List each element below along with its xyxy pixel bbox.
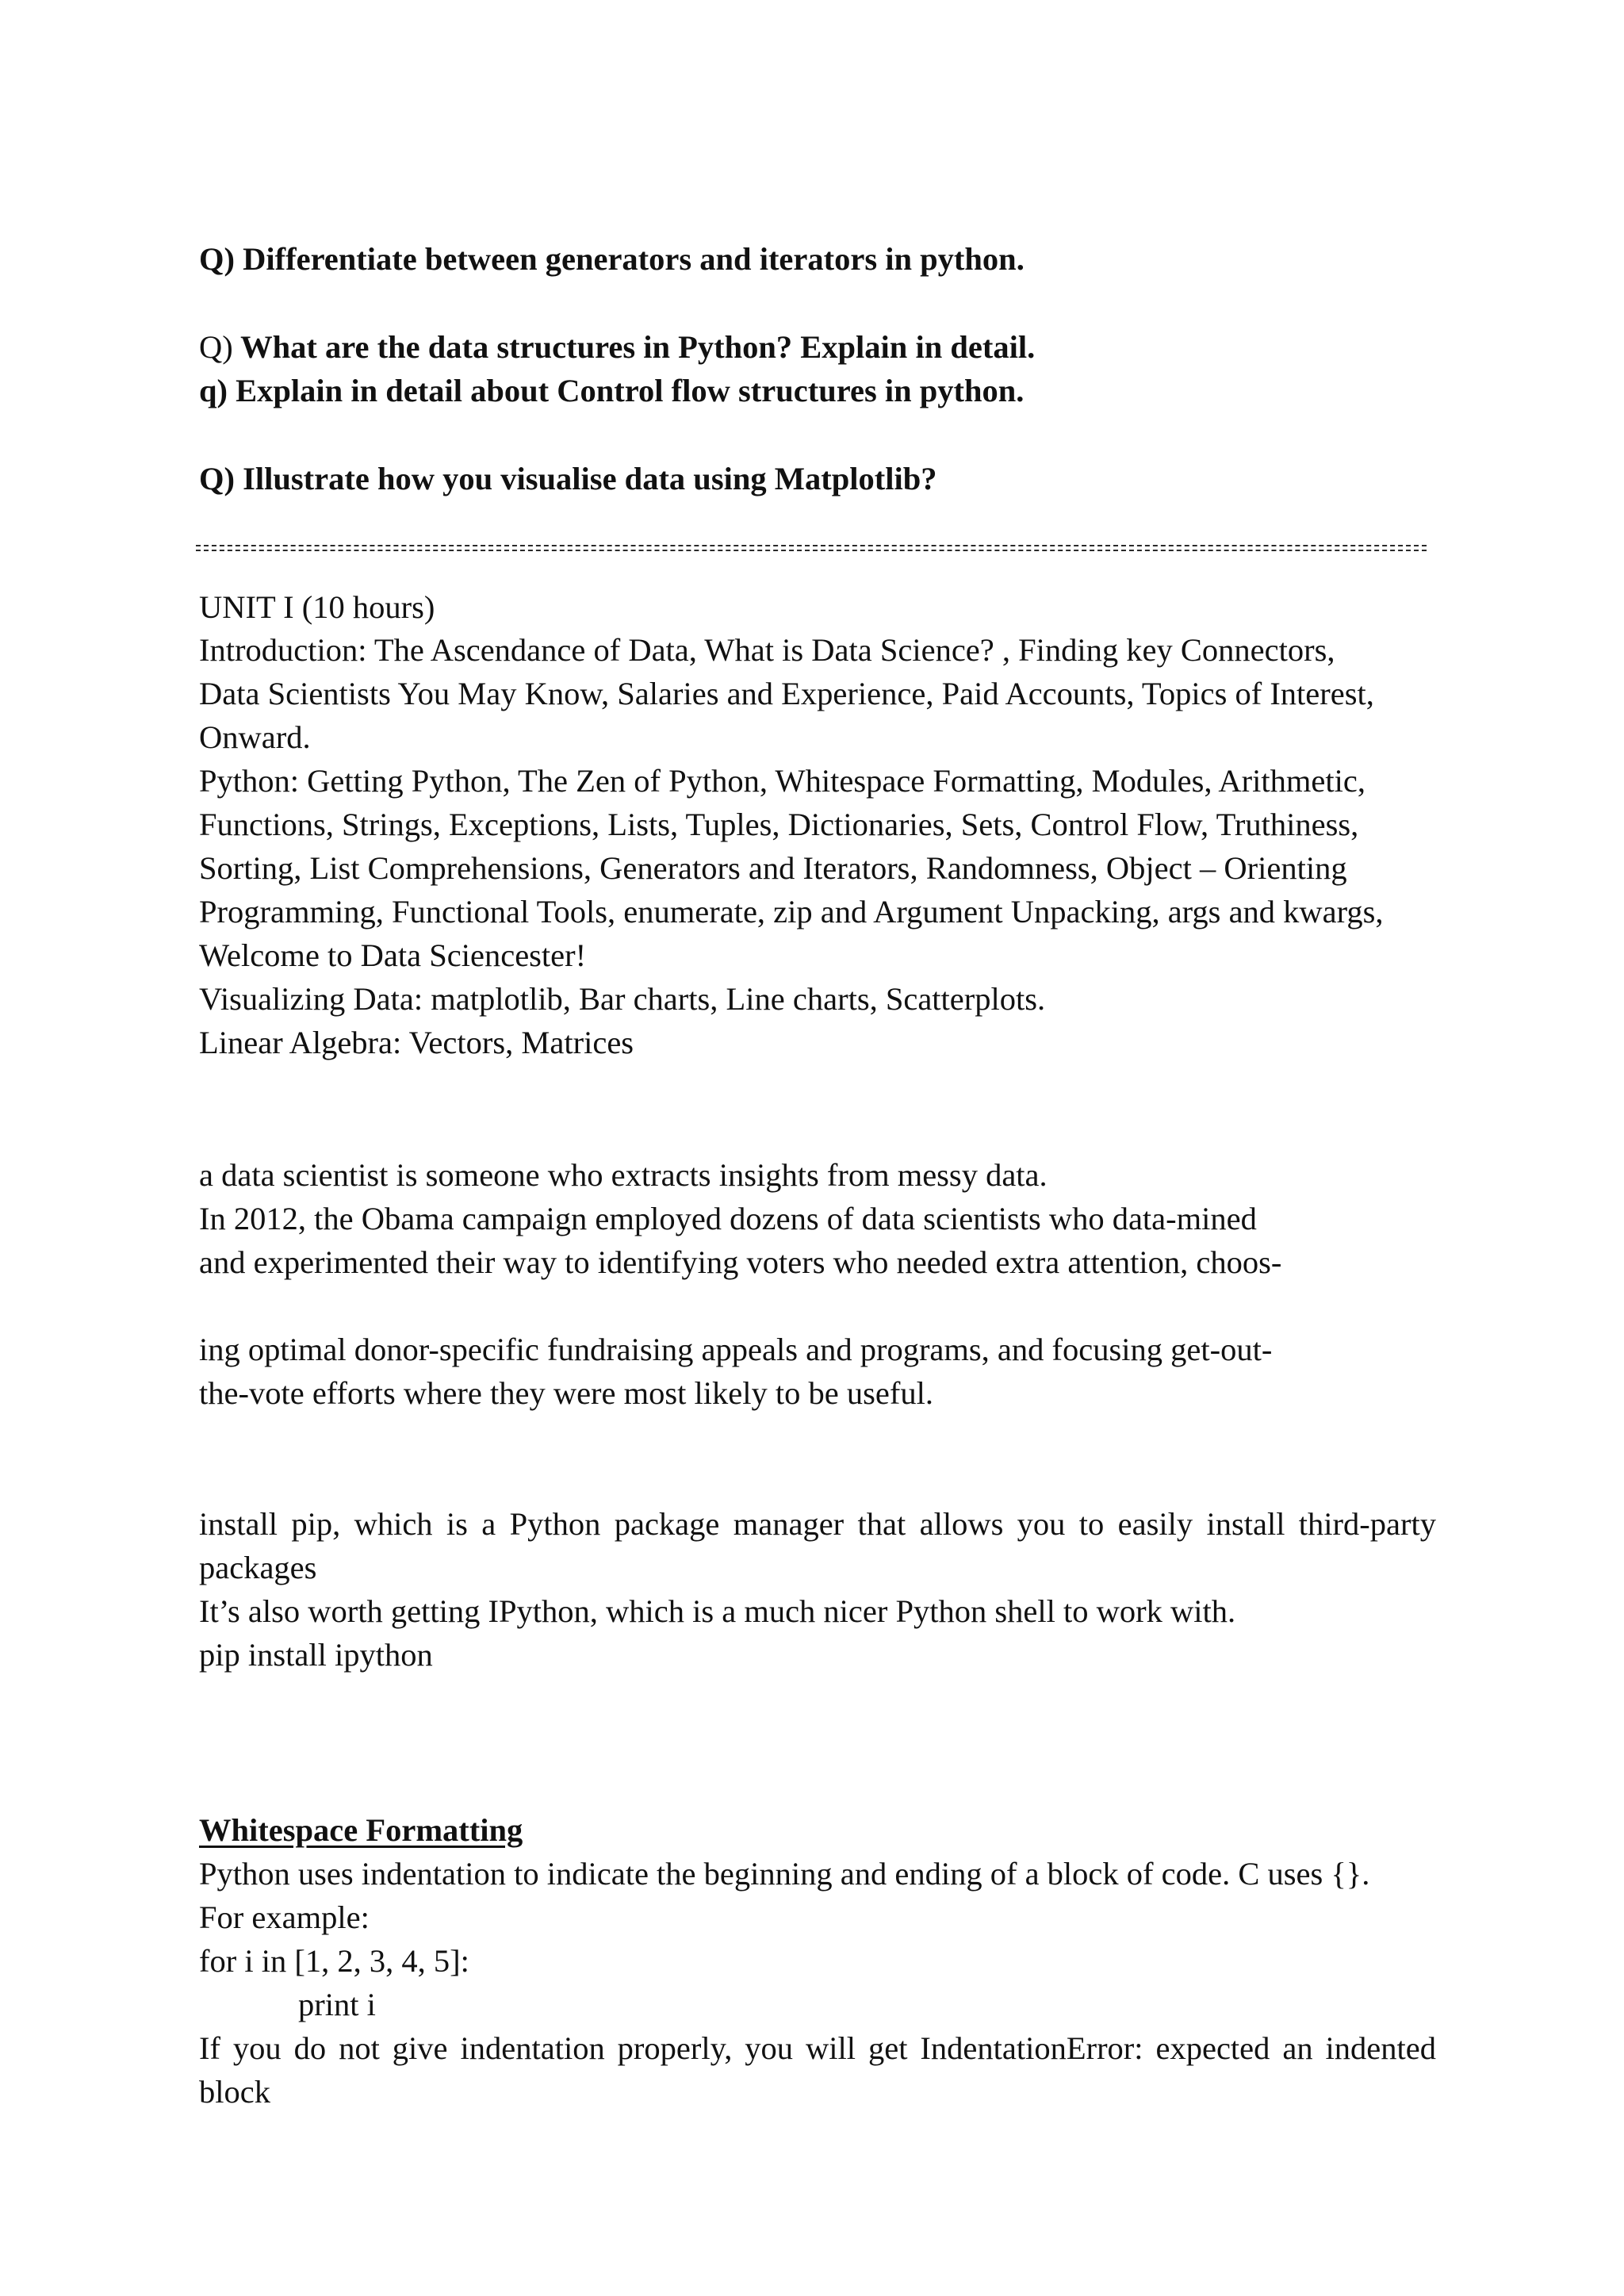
question-generators-iterators: Q) Differentiate between generators and iterators in python. [199, 241, 1025, 277]
data-scientist-line: ing optimal donor-specific fundraising appeals and programs, and focusing get-out- [199, 1332, 1273, 1367]
section-heading-whitespace: Whitespace Formatting [199, 1812, 523, 1848]
syllabus-visualizing: Visualizing Data: matplotlib, Bar charts, Line charts, Scatterplots. [199, 981, 1046, 1017]
code-line: for i in [1, 2, 3, 4, 5]: [199, 1943, 469, 1979]
syllabus-python-line: Programming, Functional Tools, enumerate, zip and Argument Unpacking, args and kwargs, [199, 894, 1384, 930]
syllabus-python-line: Welcome to Data Sciencester! [199, 937, 587, 973]
data-scientist-line: a data scientist is someone who extracts insights from messy data. [199, 1157, 1048, 1193]
separator-rule [196, 543, 1427, 553]
install-pip-line: packages [199, 1550, 317, 1585]
syllabus-intro-line: Data Scientists You May Know, Salaries and Experience, Paid Accounts, Topics of Interest, [199, 676, 1374, 711]
question-control-flow: q) Explain in detail about Control flow structures in python. [199, 373, 1025, 408]
question-data-structures [199, 329, 1036, 365]
data-scientist-line: and experimented their way to identifying voters who needed extra attention, choos- [199, 1244, 1282, 1280]
syllabus-intro-line: Onward. [199, 719, 311, 755]
whitespace-line: Python uses indentation to indicate the beginning and ending of a block of code. C uses {}. [199, 1856, 1370, 1892]
data-scientist-line: In 2012, the Obama campaign employed dozens of data scientists who data-mined [199, 1201, 1257, 1236]
unit-heading: UNIT I (10 hours) [199, 589, 435, 625]
syllabus-python-line: Sorting, List Comprehensions, Generators and Iterators, Randomness, Object – Orienting [199, 850, 1347, 886]
pip-install-command: pip install ipython [199, 1637, 433, 1673]
data-scientist-line: the-vote efforts where they were most likely to be useful. [199, 1375, 933, 1411]
code-line: print i [298, 1987, 376, 2022]
ipython-line: It’s also worth getting IPython, which is a much nicer Python shell to work with. [199, 1593, 1236, 1629]
whitespace-line: block [199, 2074, 270, 2110]
syllabus-linear-algebra: Linear Algebra: Vectors, Matrices [199, 1025, 634, 1060]
question-matplotlib: Q) Illustrate how you visualise data using Matplotlib? [199, 461, 937, 496]
syllabus-python-line: Functions, Strings, Exceptions, Lists, Tuples, Dictionaries, Sets, Control Flow, Truthiness, [199, 807, 1359, 842]
syllabus-python-line: Python: Getting Python, The Zen of Python, Whitespace Formatting, Modules, Arithmetic, [199, 763, 1365, 799]
syllabus-intro-line: Introduction: The Ascendance of Data, What is Data Science? , Finding key Connectors, [199, 632, 1335, 668]
question-prefix: Q) [199, 329, 233, 365]
question-data-structures-text: What are the data structures in Python? Explain in detail. [232, 329, 1036, 365]
whitespace-line: If you do not give indentation properly, you will get IndentationError: expected an indented [199, 2030, 1436, 2066]
install-pip-line: install pip, which is a Python package manager that allows you to easily install third-party [199, 1506, 1436, 1542]
whitespace-line: For example: [199, 1899, 370, 1935]
